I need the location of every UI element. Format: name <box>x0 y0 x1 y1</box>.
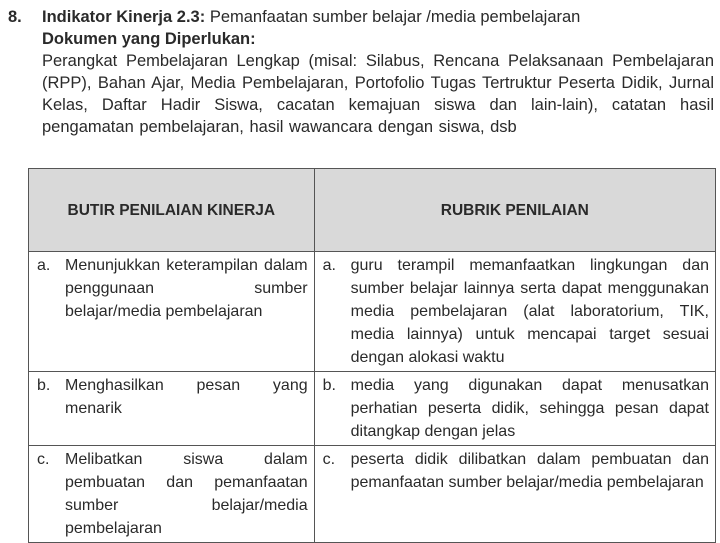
indicator-label: Indikator Kinerja 2.3: <box>42 8 206 26</box>
table-header-row <box>29 169 716 252</box>
rubrik-text: guru terampil memanfaatkan lingkungan dan sumber belajar lainnya serta dapat menggunakan media pembelajaran (alat laboratorium, TIK, media lainnya) untuk mencapai target sesuai dengan alokasi waktu <box>350 257 709 366</box>
indicator-header <box>8 6 714 138</box>
indicator-title <box>42 6 714 28</box>
butir-text: Menghasilkan pesan yang menarik <box>65 377 308 417</box>
indicator-text: Pemanfaatan sumber belajar /media pembelajaran <box>209 8 581 26</box>
butir-text: Melibatkan siswa dalam pembuatan dan pemanfaatan sumber belajar/media pembelajaran <box>65 451 308 537</box>
rubrik-text: peserta didik dilibatkan dalam pembuatan dan pemanfaatan sumber belajar/media pembelajaran <box>350 451 709 491</box>
rubrik-cell <box>314 372 715 446</box>
rubrik-label: b. <box>322 377 336 394</box>
documents-label: Dokumen yang Diperlukan: <box>42 30 256 48</box>
rubrik-cell <box>314 446 715 543</box>
butir-cell <box>29 252 315 372</box>
table-row <box>29 372 716 446</box>
header-butir: BUTIR PENILAIAN KINERJA <box>29 169 315 252</box>
rubrik-label: a. <box>322 257 336 274</box>
rubrik-label: c. <box>322 451 336 468</box>
butir-label: b. <box>37 377 51 394</box>
butir-text: Menunjukkan keterampilan dalam penggunaan sumber belajar/media pembelajaran <box>65 257 308 320</box>
table-row <box>29 252 716 372</box>
table-row <box>29 446 716 543</box>
butir-label: c. <box>37 451 50 468</box>
documents-text: Perangkat Pembelajaran Lengkap (misal: Silabus, Rencana Pelaksanaan Pembelajaran (RPP), Bahan Ajar, Media Pembelajaran, Portofolio Tugas Tertruktur Peserta Didik, Jurnal Kelas, Daftar Hadir Siswa, cacatan kemajuan siswa dan lain-lain), catatan hasil pengamatan pembelajaran, hasil wawancara dengan siswa, dsb <box>42 52 714 136</box>
butir-cell <box>29 446 315 543</box>
butir-cell <box>29 372 315 446</box>
butir-label: a. <box>37 257 51 274</box>
assessment-table <box>28 168 716 543</box>
rubrik-text: media yang digunakan dapat menusatkan perhatian peserta didik, sehingga pesan dapat ditangkap dengan jelas <box>350 377 709 440</box>
rubrik-cell <box>314 252 715 372</box>
header-rubrik: RUBRIK PENILAIAN <box>314 169 715 252</box>
section-number: 8. <box>8 8 22 26</box>
